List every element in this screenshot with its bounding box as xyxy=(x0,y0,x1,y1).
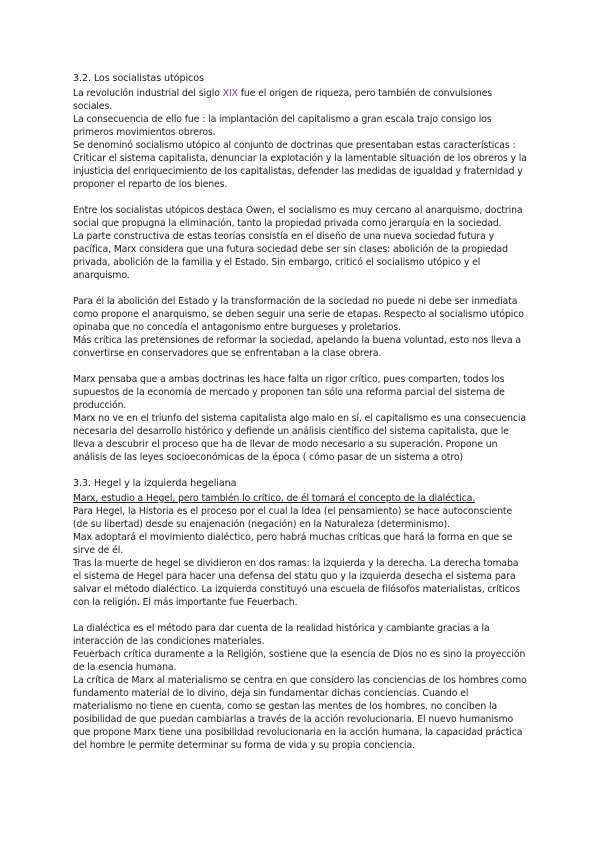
paragraph: Tras la muerte de hegel se dividieron en dos ramas: la izquierda y la derecha. La derecha tomaba el sistema de Hegel para hacer una defensa del statu quo y la izquierda desecha el sistema para salvar el método dialéctico. La izquierda constituyó una escuela de filósofos materialistas, críticos con la religión. El más importante fue Feuerbach. xyxy=(73,558,521,608)
section-heading-socialistas: 3.2. Los socialistas utópicos xyxy=(73,73,204,84)
paragraph: Para él la abolición del Estado y la transformación de la sociedad no puede ni debe ser inmediata como propone el anarquismo, se deben seguir una serie de etapas. Respecto al socialismo utópico opinaba que no concedía el antagonismo entre burgueses y proletarios. xyxy=(73,296,524,333)
underlined-paragraph: Marx, estudio a Hegel, pero también lo crítico, de él tomará el concepto de la dialéctica. xyxy=(73,493,476,504)
document-body xyxy=(73,72,529,752)
paragraph-gap xyxy=(73,282,529,295)
paragraph: Más crítica las pretensiones de reformar la sociedad, apelando la buena voluntad, esto nos lleva a convertirse en conservadores que se enfrentaban a la clase obrera. xyxy=(73,335,521,359)
paragraph: La dialéctica es el método para dar cuenta de la realidad histórica y cambiante gracias a la interacción de las condiciones materiales. xyxy=(73,623,490,647)
paragraph: Feuerbach crítica duramente a la Religión, sostiene que la esencia de Dios no es sino la proyección de la esencia humana. xyxy=(73,649,526,673)
paragraph-gap xyxy=(73,360,529,373)
paragraph: Entre los socialistas utópicos destaca Owen, el socialismo es muy cercano al anarquismo, doctrina social que propugna la eliminación, tanto la propiedad privada como jerarquía en la sociedad. xyxy=(73,205,523,229)
paragraph-gap xyxy=(73,464,529,477)
section-heading-hegel: 3.3. Hegel y la izquierda hegeliana xyxy=(73,478,237,489)
text-run: fue el origen de riqueza, pero también de convulsiones sociales. xyxy=(73,88,493,112)
paragraph: La parte constructiva de estas teorías consistía en el diseño de una nueva sociedad futura y pacífica, Marx considera que una futura sociedad debe ser sin clases: abolición de la propiedad privada, abolición de la familia y el Estado. Sin embargo, criticó el socialismo utópico y el anarquismo. xyxy=(73,231,508,281)
paragraph-gap xyxy=(73,191,529,204)
roman-numeral: XIX xyxy=(222,88,238,99)
paragraph: La crítica de Marx al materialismo se centra en que considero las conciencias de los hombres como fundamento material de lo divino, deja sin fundamentar dichas conciencias. Cuando el materialismo no tiene en cuenta, como se gestan las mentes de los hombres, no conciben la posibilidad de que puedan cambiarlas a través de la acción revolucionaria. El nuevo humanismo que propone Marx tiene una posibilidad revolucionaria en la acción humana, la capacidad práctica del hombre le permite determinar su forma de vida y su propia conciencia. xyxy=(73,675,527,751)
paragraph: Marx pensaba que a ambas doctrinas les hace falta un rigor crítico, pues comparten, todos los supuestos de la economía de mercado y proponen tan sólo una reforma parcial del sistema de producción. xyxy=(73,374,505,411)
paragraph: Para Hegel, la Historia es el proceso por el cual la Idea (el pensamiento) se hace autoconsciente (de su libertad) desde su enajenación (negación) en la Naturaleza (determinismo). xyxy=(73,506,513,530)
paragraph: Max adoptará el movimiento dialéctico, pero habrá muchas críticas que hará la forma en que se sirve de él. xyxy=(73,532,513,556)
paragraph-gap xyxy=(73,609,529,622)
paragraph xyxy=(73,87,529,113)
paragraph: Se denominó socialismo utópico al conjunto de doctrinas que presentaban estas características : Criticar el sistema capitalista, denunciar la explotación y la lamentable situación de los obreros y la injusticia del enriquecimiento de los capitalistas, defender las medidas de igualdad y fraternidad y proponer el reparto de los bienes. xyxy=(73,140,527,190)
paragraph: Marx no ve en el triunfo del sistema capitalista algo malo en sí, el capitalismo es una consecuencia necesaria del desarrollo histórico y defiende un análisis científico del sistema capitalista, que le lleva a descubrir el proceso que ha de llevar de modo necesario a su superación. Propone un análisis de las leyes socioeconómicas de la época ( cómo pasar de un sistema a otro) xyxy=(73,413,527,463)
text-run: La revolución industrial del siglo xyxy=(73,88,223,99)
paragraph: La consecuencia de ello fue : la implantación del capitalismo a gran escala trajo consigo los primeros movimientos obreros. xyxy=(73,114,492,138)
